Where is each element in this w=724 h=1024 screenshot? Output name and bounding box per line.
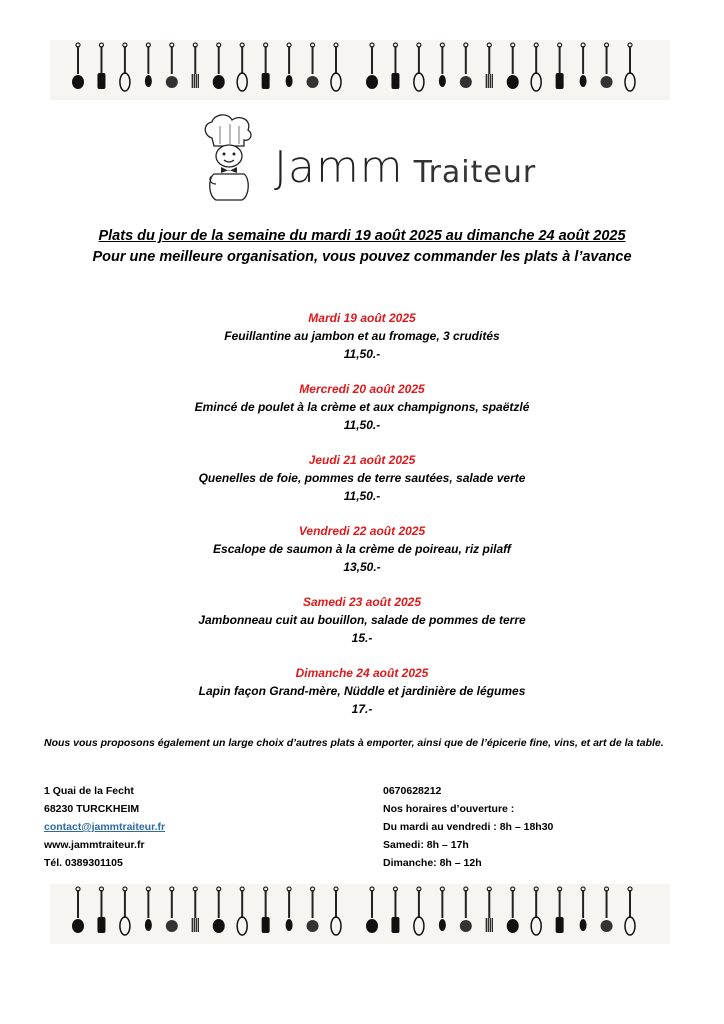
menu-list xyxy=(0,309,724,735)
price: 11,50.- xyxy=(343,418,381,432)
dish: Quenelles de foie, pommes de terre sautées, salade verte xyxy=(198,471,526,485)
address-line-1: 1 Quai de la Fecht xyxy=(44,785,134,797)
brand-suffix: Traiteur xyxy=(413,155,537,190)
menu-day xyxy=(0,522,724,593)
email-link[interactable]: contact@jammtraiteur.fr xyxy=(44,821,166,833)
dish: Emincé de poulet à la crème et aux champignons, spaëtzlé xyxy=(194,400,530,414)
day-title: Samedi 23 août 2025 xyxy=(302,595,422,609)
kitchen-utensils-icon xyxy=(50,884,670,944)
phone: Tél. 0389301105 xyxy=(44,857,123,869)
address-line-2: 68230 TURCKHEIM xyxy=(44,803,140,815)
price: 17.- xyxy=(351,702,373,716)
day-title: Mercredi 20 août 2025 xyxy=(299,382,425,396)
intro-text: Nous vous proposons également un large choix d’autres plats à emporter, ainsi que de l’épicerie fine, vins, et art de la table. xyxy=(44,737,664,749)
week-headline: Plats du jour de la semaine du mardi 19 août 2025 au dimanche 24 août 2025 xyxy=(98,228,626,244)
price: 11,50.- xyxy=(343,489,381,503)
menu-day xyxy=(0,664,724,735)
menu-day xyxy=(0,309,724,380)
hours-block xyxy=(383,782,553,872)
order-ahead-note: Pour une meilleure organisation, vous pouvez commander les plats à l’avance xyxy=(92,249,632,265)
dish: Escalope de saumon à la crème de poireau, riz pilaff xyxy=(213,542,511,556)
hours-saturday: Samedi: 8h – 17h xyxy=(383,839,469,851)
brand-main: Jamm xyxy=(274,142,404,193)
kitchen-utensils-icon xyxy=(50,40,670,100)
dish: Feuillantine au jambon et au fromage, 3 crudités xyxy=(224,329,500,343)
website: www.jammtraiteur.fr xyxy=(44,839,145,851)
price: 11,50.- xyxy=(343,347,381,361)
utensil-band-top xyxy=(50,40,670,100)
day-title: Vendredi 22 août 2025 xyxy=(298,524,426,538)
hours-sunday: Dimanche: 8h – 12h xyxy=(383,857,482,869)
brand-name xyxy=(274,142,536,202)
day-title: Dimanche 24 août 2025 xyxy=(295,666,429,680)
day-title: Jeudi 21 août 2025 xyxy=(308,453,416,467)
hours-weekdays: Du mardi au vendredi : 8h – 18h30 xyxy=(383,821,554,833)
contact-block xyxy=(44,782,165,872)
price: 15.- xyxy=(351,631,373,645)
logo xyxy=(190,112,550,202)
price: 13,50.- xyxy=(343,560,381,574)
utensil-band-bottom xyxy=(50,884,670,944)
menu-day xyxy=(0,380,724,451)
chef-icon xyxy=(190,112,270,202)
mobile-number: 0670628212 xyxy=(383,785,442,797)
day-title: Mardi 19 août 2025 xyxy=(308,311,416,325)
dish: Lapin façon Grand-mère, Nüddle et jardinière de légumes xyxy=(198,684,526,698)
menu-day xyxy=(0,451,724,522)
dish: Jambonneau cuit au bouillon, salade de pommes de terre xyxy=(198,613,526,627)
hours-title: Nos horaires d’ouverture : xyxy=(383,803,515,815)
menu-day xyxy=(0,593,724,664)
